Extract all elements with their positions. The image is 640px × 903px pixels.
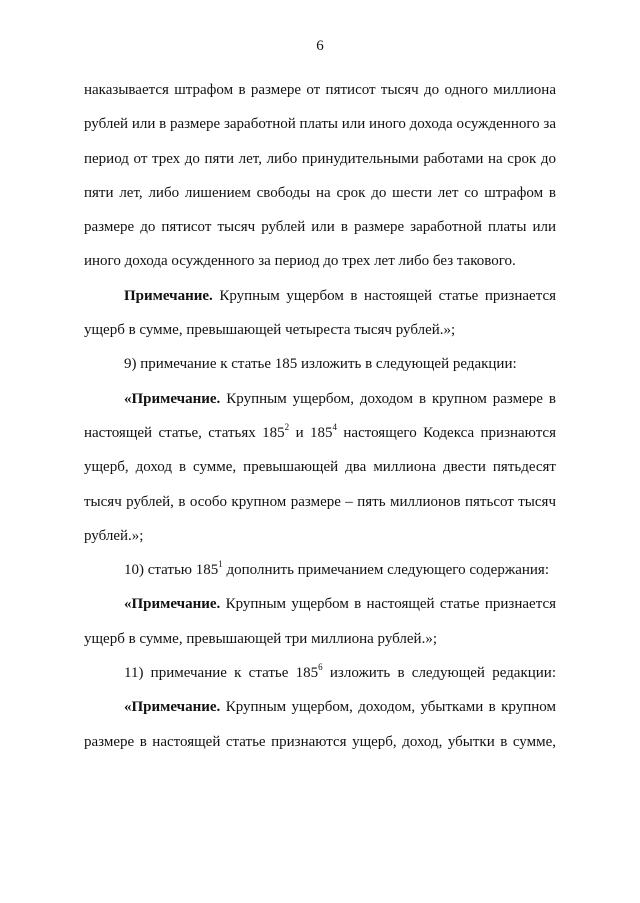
- paragraph-text: изложить в следующей редакции:: [322, 665, 556, 682]
- superscript: 1: [218, 559, 223, 570]
- document-body: [84, 73, 556, 759]
- note-label: Примечание.: [131, 390, 221, 407]
- paragraph-item-11: [84, 656, 556, 690]
- open-quote: «: [124, 699, 132, 716]
- paragraph-text: 9) примечание к статье 185 изложить в следующей редакции:: [124, 356, 517, 373]
- paragraph-item-10: [84, 553, 556, 587]
- paragraph-item-9: [84, 347, 556, 381]
- note-label: Примечание.: [131, 596, 221, 613]
- open-quote: «: [124, 596, 132, 613]
- paragraph-text: и 185: [289, 424, 333, 441]
- paragraph-note-400k: [84, 279, 556, 348]
- paragraph-note-185: [84, 382, 556, 553]
- paragraph-text: наказывается штрафом в размере от пятисот тысяч до одного миллиона рублей или в размере заработной платы или иного дохода осужденного за период от трех до пяти лет, либо принудительными работами на срок до пяти лет, либо лишением свободы на срок до шести лет со штрафом в размере до пятисот тысяч рублей или в размере заработной платы или иного дохода осужденного за период до трех лет либо без такового.: [84, 82, 556, 270]
- page-number: 6: [316, 38, 324, 54]
- paragraph-text: дополнить примечанием следующего содержания:: [222, 562, 549, 579]
- superscript: 2: [284, 421, 290, 432]
- note-label: Примечание.: [131, 699, 221, 716]
- note-label: Примечание.: [124, 287, 213, 304]
- paragraph-penalty-continuation: [84, 73, 556, 279]
- superscript: 6: [318, 662, 323, 673]
- paragraph-text: 11) примечание к статье 185: [124, 665, 319, 682]
- paragraph-text: настоящего Кодекса признаются ущерб, доход в сумме, превышающей два миллиона двести пятьдесят тысяч рублей, в особо крупном размере – пять миллионов пятьсот тысяч рублей.»;: [84, 424, 556, 544]
- paragraph-text: Крупным ущербом, доходом, убытками в крупном размере в настоящей статье признаются ущерб, доход, убытки в сумме,: [84, 699, 556, 750]
- paragraph-text: Крупным ущербом в настоящей статье признается ущерб в сумме, превышающей четыреста тысяч рублей.»;: [84, 287, 556, 339]
- paragraph-text: Крупным ущербом в настоящей статье признается ущерб в сумме, превышающей три миллиона рублей.»;: [84, 596, 556, 647]
- paragraph-note-3m: [84, 587, 556, 656]
- paragraph-note-185-6: [84, 690, 556, 759]
- superscript: 4: [332, 421, 337, 432]
- open-quote: «: [124, 390, 132, 407]
- paragraph-text: Крупным ущербом, доходом в крупном размере в настоящей статье, статьях 185: [84, 390, 556, 441]
- paragraph-text: 10) статью 185: [124, 562, 219, 579]
